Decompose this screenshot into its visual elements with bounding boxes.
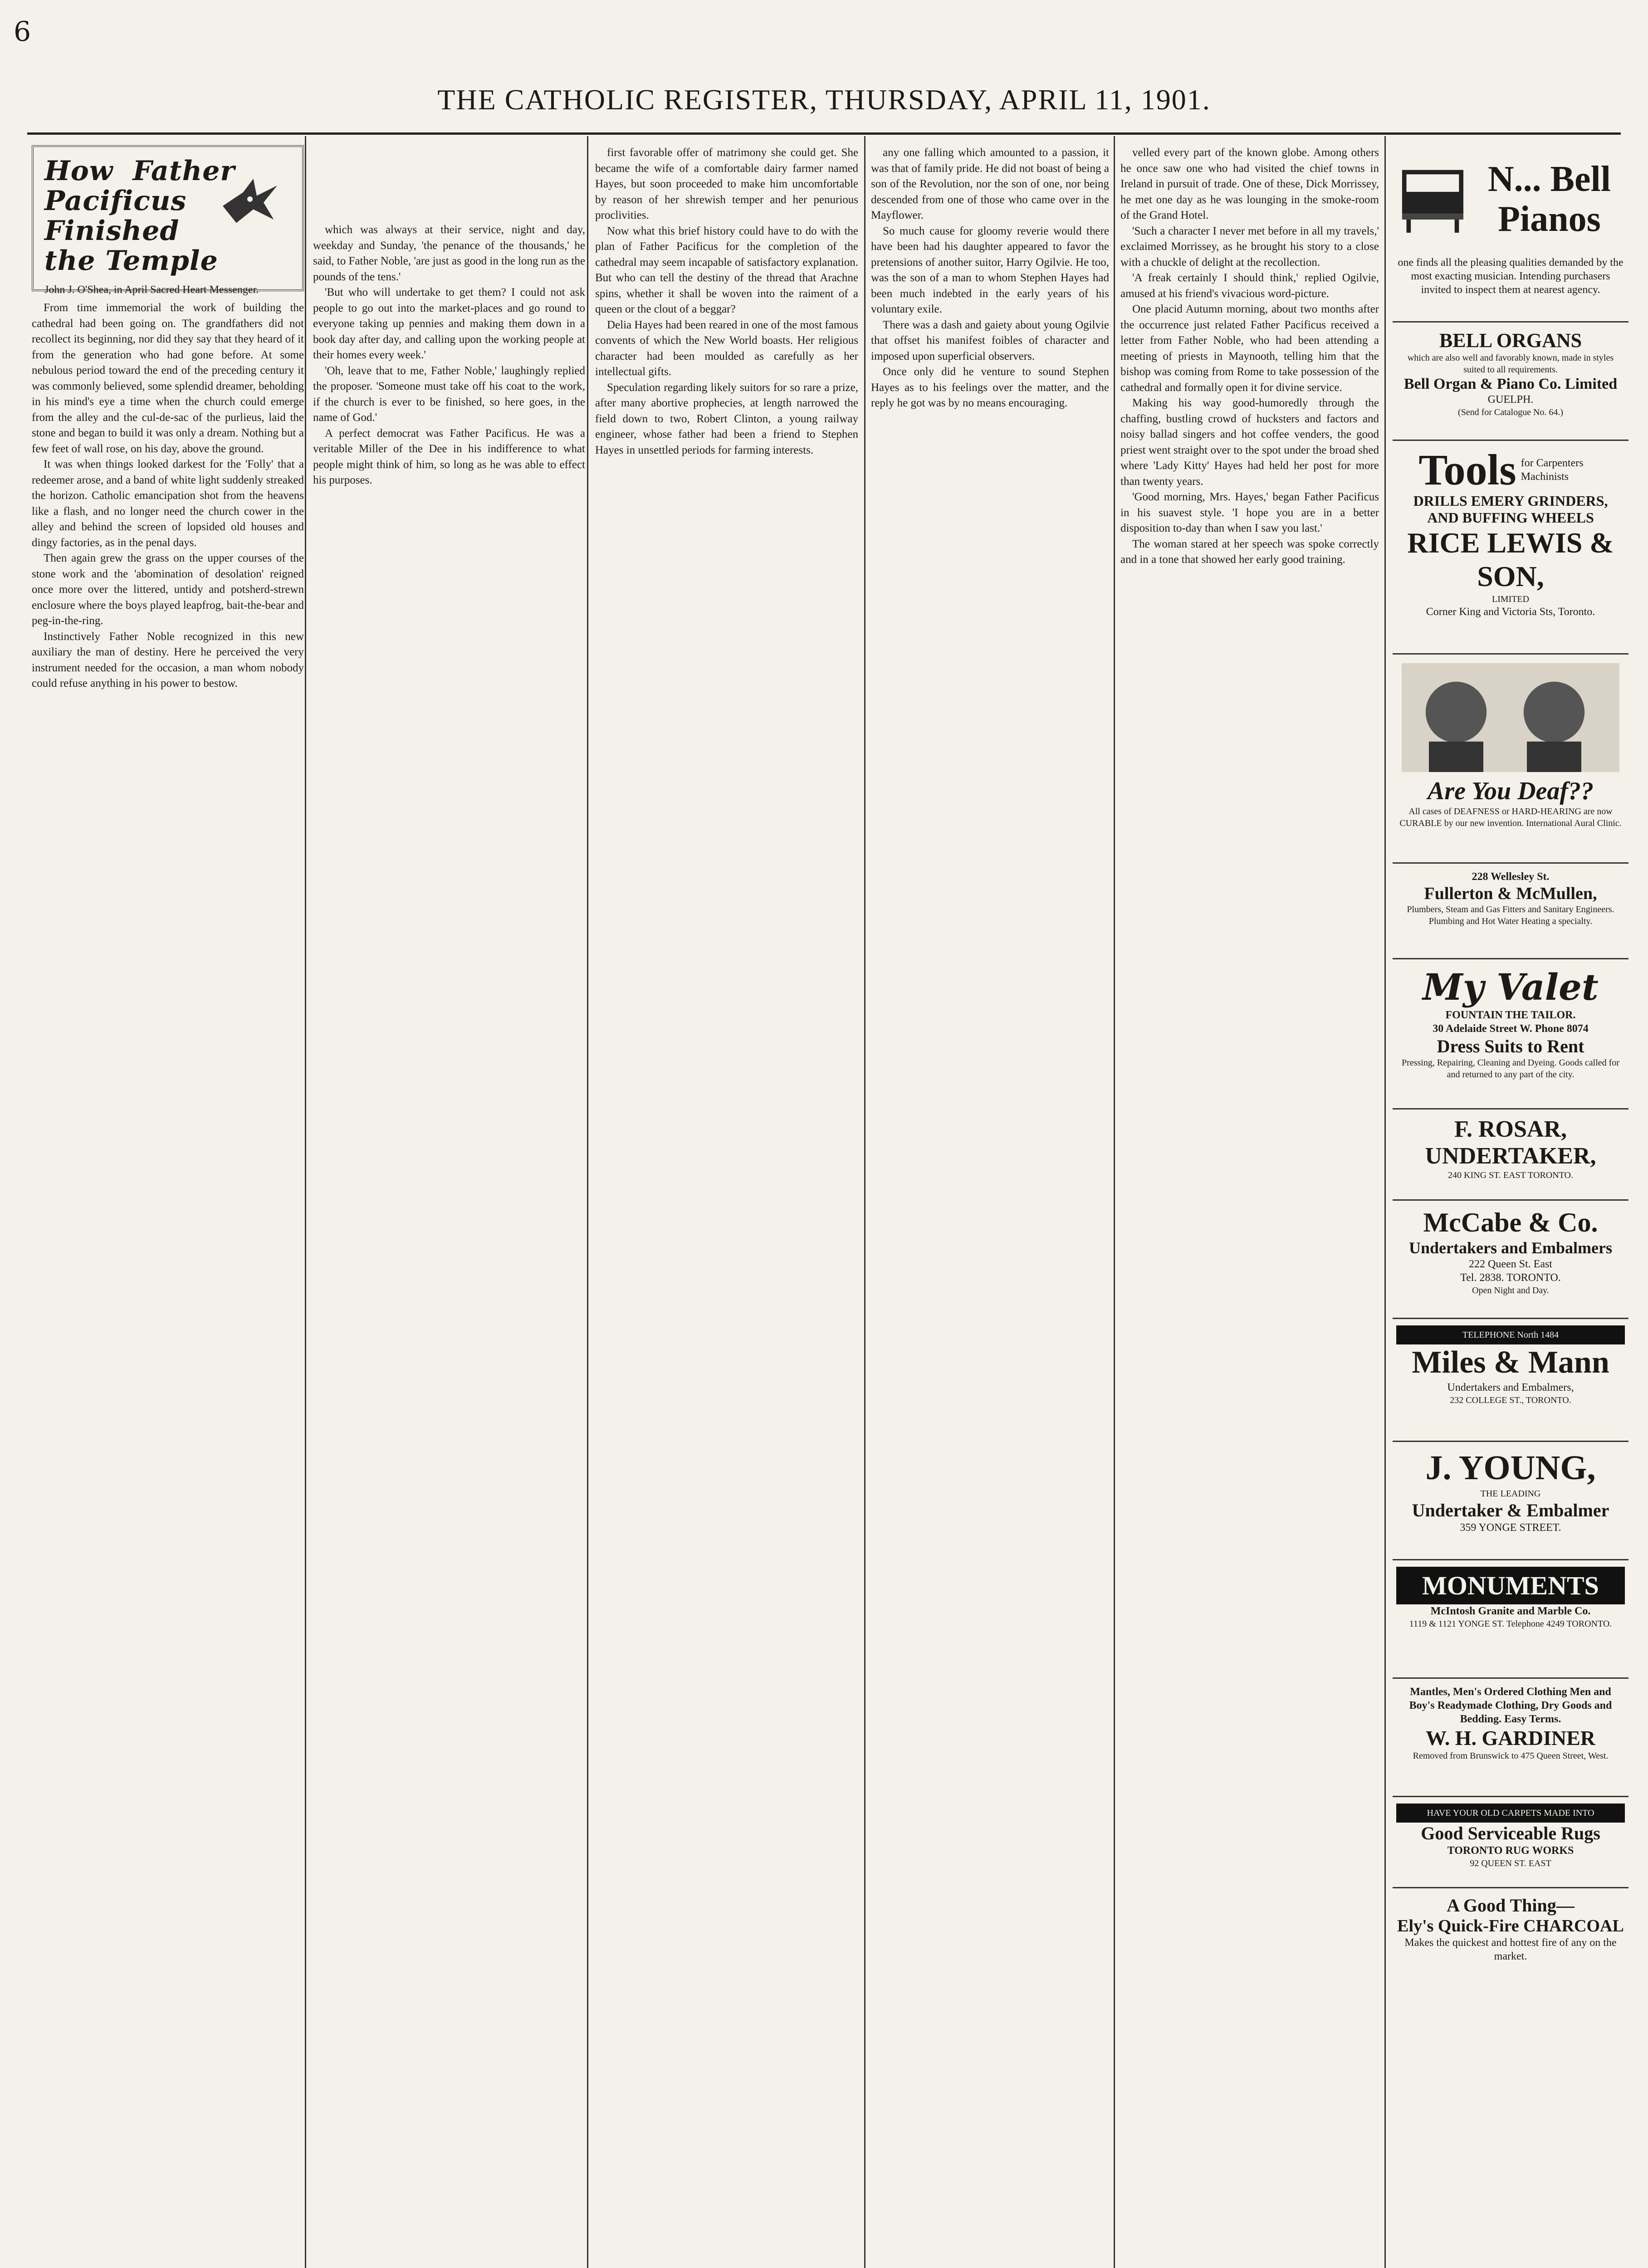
ad-my-valet xyxy=(1393,959,1628,1110)
bell-pianos-text: one finds all the pleasing qualities demanded by the most exacting musician. Intending purchasers invited to inspect them at nearest agency. xyxy=(1398,257,1624,296)
young-trade: Undertaker & Embalmer xyxy=(1412,1500,1609,1520)
article-title: How Father Pacificus Finished the Temple xyxy=(44,155,235,277)
ad-tools xyxy=(1393,441,1628,655)
column-rule xyxy=(1384,136,1386,2268)
miles-trade: Undertakers and Embalmers, xyxy=(1447,1382,1574,1393)
rugs-title: Good Serviceable Rugs xyxy=(1421,1823,1600,1843)
miles-name: Miles & Mann xyxy=(1412,1345,1609,1380)
article-paragraph: first favorable offer of matrimony she could get. She became the wife of a comfortable dairy farmer named Hayes, but soon proceeded to make him uncomfortable by reason of her shrewish temper and her penurious proclivities. xyxy=(595,147,858,221)
young-leading: THE LEADING xyxy=(1480,1489,1541,1499)
article-paragraph: The woman stared at her speech was spoke correctly and in a tone that showed her early good training. xyxy=(1120,538,1379,566)
article-paragraph: 'But who will undertake to get them? I could not ask people to go out into the market-places and go round to everyone taking up pennies and making them down in a book day after day, and calling upon the working people at their homes every week.' xyxy=(313,286,585,361)
ad-rugs xyxy=(1393,1797,1628,1888)
article-paragraph: So much cause for gloomy reverie would there have been had his daughter appeared to favor the pretensions of another suitor, Harry Ogilvie. He too, was the son of a man to whom Stephen Hayes had been much indebted in the early years of his voluntary exile. xyxy=(871,225,1109,315)
article-paragraph: 'Oh, leave that to me, Father Noble,' laughingly replied the proposer. 'Someone must take off his coat to the work, if the church is ever to be finished, so here goes, in the name of God.' xyxy=(313,364,585,424)
article-paragraph: 'A freak certainly I should think,' replied Ogilvie, amused at his friend's vivacious word-picture. xyxy=(1120,272,1379,300)
advertisements-column xyxy=(1393,136,1628,1974)
young-address: 359 YONGE STREET. xyxy=(1460,1522,1561,1534)
rosar-name: F. ROSAR, xyxy=(1454,1116,1567,1142)
ad-charcoal xyxy=(1393,1888,1628,1974)
mccabe-name: McCabe & Co. xyxy=(1423,1207,1598,1237)
article-paragraph: 'Such a character I never met before in all my travels,' exclaimed Morrissey, as he brought his story to a close with a chuckle of delight at the recollection. xyxy=(1120,225,1379,269)
monuments-address: 1119 & 1121 YONGE ST. Telephone 4249 TORONTO. xyxy=(1409,1619,1612,1629)
deaf-headline: Are You Deaf?? xyxy=(1427,777,1594,805)
gardiner-name: W. H. GARDINER xyxy=(1425,1726,1596,1750)
article-paragraph: which was always at their service, night and day, weekday and Sunday, 'the penance of the thousands,' he said, to Father Noble, 'are just as good in the long run as the pounds of the tens.' xyxy=(313,224,585,283)
article-paragraph: There was a dash and gaiety about young Ogilvie that offset his manifest foibles of character and imposed upon superficial observers. xyxy=(871,318,1109,362)
tools-firm: RICE LEWIS & SON, xyxy=(1407,527,1614,592)
article-paragraph: Once only did he venture to sound Stephen Hayes as to his feelings over the matter, and the reply he got was by no means encouraging. xyxy=(871,366,1109,409)
monuments-firm: McIntosh Granite and Marble Co. xyxy=(1430,1605,1591,1617)
masthead-rule xyxy=(27,132,1621,135)
gardiner-address: Removed from Brunswick to 475 Queen Street, West. xyxy=(1413,1751,1609,1761)
deaf-text: All cases of DEAFNESS or HARD-HEARING are now CURABLE by our new invention. International Aural Clinic. xyxy=(1399,807,1622,828)
bell-organs-city: GUELPH. xyxy=(1487,394,1534,406)
article-paragraph: A perfect democrat was Father Pacificus. He was a veritable Miller of the Dee in his indifference to what people might think of him, so long as he was able to effect his purposes. xyxy=(313,427,585,486)
article-title-box xyxy=(32,145,304,296)
ad-deaf xyxy=(1393,655,1628,864)
article-byline: John J. O'Shea, in April Sacred Heart Messenger. xyxy=(44,284,259,296)
column-rule xyxy=(587,136,588,2268)
gardiner-text: Mantles, Men's Ordered Clothing Men and Boy's Readymade Clothing, Dry Goods and Bedding. Easy Terms. xyxy=(1409,1686,1612,1725)
ad-rosar xyxy=(1393,1110,1628,1201)
bell-organs-title: BELL ORGANS xyxy=(1439,329,1582,352)
article-column-2 xyxy=(313,222,585,489)
miles-phone: TELEPHONE North 1484 xyxy=(1396,1325,1625,1344)
page-number: 6 xyxy=(14,16,31,48)
tools-subtitle: for Carpenters Machinists xyxy=(1521,457,1584,483)
charcoal-brand: Ely's Quick-Fire CHARCOAL xyxy=(1397,1916,1624,1936)
article-column-1 xyxy=(32,145,304,692)
ad-monuments xyxy=(1393,1560,1628,1679)
fullerton-address: 228 Wellesley St. xyxy=(1472,871,1550,883)
my-valet-line3: Dress Suits to Rent xyxy=(1437,1036,1584,1056)
article-paragraph: Instinctively Father Noble recognized in this new auxiliary the man of destiny. Here he perceived the very instrument needed for the occasion, a man whom nobody could refuse anything in his power to bestow. xyxy=(32,630,304,689)
column-rule xyxy=(305,136,306,2268)
article-paragraph: One placid Autumn morning, about two months after the occurrence just related Father Pacificus received a letter from Father Noble, who had been attending a meeting of priests in Maynooth, telling him that the bishop was coming from Rome to take possession of the cathedral and formally open it for divine service. xyxy=(1120,303,1379,394)
my-valet-line1: FOUNTAIN THE TAILOR. xyxy=(1445,1009,1576,1021)
article-paragraph: Speculation regarding likely suitors for so rare a prize, after many abortive prophecies, at length narrowed the field down to two, Robert Clinton, a young railway engineer, whose father had been a friend to Stephen Hayes in unsettled periods for farming interests. xyxy=(595,381,858,456)
rugs-address: 92 QUEEN ST. EAST xyxy=(1470,1858,1551,1868)
ad-bell-organs xyxy=(1393,323,1628,441)
fullerton-text: Plumbers, Steam and Gas Fitters and Sanitary Engineers. Plumbing and Hot Water Heating a specialty. xyxy=(1407,904,1614,926)
article-paragraph: It was when things looked darkest for the 'Folly' that a redeemer arose, and a band of white light suddenly streaked the horizon. Catholic emancipation shot from the heavens like a flash, and no longer need the church cower in the alley and behind the screen of lopsided old houses and dingy factories, as in the penal days. xyxy=(32,458,304,549)
article-column-4 xyxy=(871,145,1109,411)
bell-organs-text: which are also well and favorably known, made in styles suited to all requirements. xyxy=(1407,353,1614,375)
my-valet-line2: 30 Adelaide Street W. Phone 8074 xyxy=(1433,1023,1589,1035)
faces-illustration-icon xyxy=(1402,661,1619,774)
article-paragraph: Then again grew the grass on the upper courses of the stone work and the 'abomination of desolation' reigned once more over the littered, untidy and potsherd-strewn enclosure where the boys played leapfrog, bait-the-bear and peg-in-the-ring. xyxy=(32,552,304,627)
ad-mccabe xyxy=(1393,1201,1628,1319)
article-paragraph: Making his way good-humoredly through the chaffing, bustling crowd of hucksters and factors and noisy ballad singers and hot coffee venders, the good priest went straight over to the spot under the broad shed where 'Lady Kitty' Hayes had held her post for more than twenty years. xyxy=(1120,397,1379,488)
article-paragraph: any one falling which amounted to a passion, it was that of family pride. He did not boast of being a son of the Revolution, nor the son of one, nor being descended from one of those who came over in the Mayflower. xyxy=(871,147,1109,221)
rugs-top: HAVE YOUR OLD CARPETS MADE INTO xyxy=(1396,1804,1625,1823)
tools-items: DRILLS EMERY GRINDERS, AND BUFFING WHEELS xyxy=(1413,493,1608,526)
my-valet-brand: My Valet xyxy=(1423,966,1599,1008)
mccabe-trade: Undertakers and Embalmers xyxy=(1409,1239,1612,1257)
tools-address: Corner King and Victoria Sts, Toronto. xyxy=(1426,606,1595,618)
rosar-address: 240 KING ST. EAST TORONTO. xyxy=(1448,1170,1573,1180)
charcoal-text: Makes the quickest and hottest fire of any on the market. xyxy=(1404,1937,1617,1962)
mccabe-hours: Open Night and Day. xyxy=(1472,1286,1549,1295)
ad-bell-pianos xyxy=(1393,136,1628,323)
article-paragraph: velled every part of the known globe. Among others he once saw one who had visited the chief towns in Ireland in pursuit of trade. One of these, Dick Morrissey, he met one day as he was lounging in the smoke-room of the Grand Hotel. xyxy=(1120,147,1379,221)
rosar-trade: UNDERTAKER, xyxy=(1425,1143,1596,1169)
bell-pianos-brand: N... Bell Pianos xyxy=(1487,159,1611,239)
tools-limited: LIMITED xyxy=(1492,594,1530,604)
tools-title: Tools xyxy=(1418,445,1516,494)
dove-icon xyxy=(216,165,284,233)
bell-organs-company: Bell Organ & Piano Co. Limited xyxy=(1403,376,1618,392)
my-valet-line4: Pressing, Repairing, Cleaning and Dyeing. Goods called for and returned to any part of the city. xyxy=(1402,1058,1619,1080)
charcoal-title: A Good Thing— xyxy=(1447,1895,1575,1916)
monuments-title: MONUMENTS xyxy=(1396,1567,1625,1604)
miles-address: 232 COLLEGE ST., TORONTO. xyxy=(1450,1395,1571,1405)
young-name: J. YOUNG, xyxy=(1425,1449,1596,1487)
article-column-5 xyxy=(1120,145,1379,568)
article-paragraph: Delia Hayes had been reared in one of the most famous convents of which the New World boasts. Her religious character had been moulded as carefully as her intellectual gifts. xyxy=(595,318,858,378)
article-column-3 xyxy=(595,145,858,458)
ad-young xyxy=(1393,1442,1628,1560)
piano-icon xyxy=(1396,142,1469,256)
column-rule xyxy=(864,136,866,2268)
ad-miles-mann xyxy=(1393,1319,1628,1442)
mccabe-phone: Tel. 2838. TORONTO. xyxy=(1460,1272,1561,1284)
masthead: THE CATHOLIC REGISTER, THURSDAY, APRIL 11, 1901. xyxy=(437,83,1211,116)
rugs-firm: TORONTO RUG WORKS xyxy=(1447,1845,1574,1857)
article-paragraph: From time immemorial the work of building the cathedral had been going on. The grandfathers did not recollect its beginning, nor did they say that they heard of it from the generation who had gone before. At some nebulous period toward the end of the preceding century it was commonly believed, some splendid dreamer, beholding in his mind's eye a time when the church could emerge from the alley and the cul-de-sac of the purlieus, laid the stone and began to build it was only a dream. Nothing but a few feet of wall rose, on his day, above the ground. xyxy=(32,302,304,455)
mccabe-address: 222 Queen St. East xyxy=(1469,1258,1552,1270)
article-paragraph: 'Good morning, Mrs. Hayes,' began Father Pacificus in his suavest style. 'I hope you are in a better disposition to-day than when I saw you last.' xyxy=(1120,491,1379,534)
bell-organs-catalogue: (Send for Catalogue No. 64.) xyxy=(1457,407,1564,417)
article-paragraph: Now what this brief history could have to do with the plan of Father Pacificus for the completion of the cathedral may seem incapable of satisfactory explanation. But who can tell the destiny of the thread that Arachne spins, whether it shall be woven into the raiment of a queen or the clout of a beggar? xyxy=(595,225,858,315)
fullerton-name: Fullerton & McMullen, xyxy=(1424,884,1597,903)
ad-gardiner xyxy=(1393,1679,1628,1797)
column-rule xyxy=(1114,136,1115,2268)
ad-fullerton xyxy=(1393,864,1628,959)
